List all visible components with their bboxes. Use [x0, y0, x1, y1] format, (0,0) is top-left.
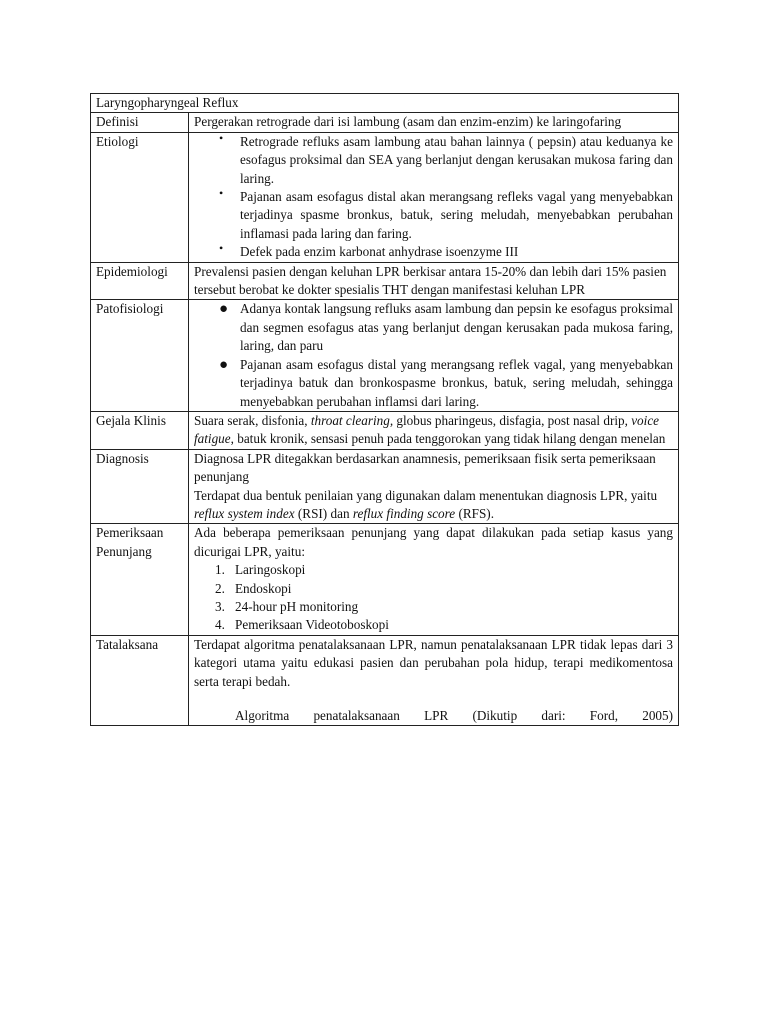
- bullet-icon: ●: [219, 356, 229, 373]
- list-item: 4. Pemeriksaan Videotoboskopi: [215, 617, 389, 633]
- row-etiologi: [91, 132, 679, 262]
- content-epidemiologi: Prevalensi pasien dengan keluhan LPR berkisar antara 15-20% dan lebih dari 15% pasien tersebut berobat ke dokter spesialis THT dengan manifestasi keluhan LPR: [189, 262, 679, 300]
- row-tatalaksana: [91, 635, 679, 726]
- label-patofisiologi: Patofisiologi: [91, 300, 189, 411]
- list-item: 1. Laringoskopi: [215, 562, 306, 578]
- pemeriksaan-list: [194, 561, 673, 635]
- bullet-icon: •: [219, 241, 224, 256]
- row-definisi: [91, 113, 679, 132]
- figure-caption: Algoritma penatalaksanaan LPR (Dikutip dari: Ford, 2005): [235, 708, 673, 723]
- content-diagnosis: [189, 449, 679, 524]
- list-item: ● Adanya kontak langsung refluks asam lambung dan pepsin ke esofagus proksimal dan segmen esofagus atas yang berlanjut dengan kerusakan pada mukosa faring, laring, dan paru: [219, 301, 673, 354]
- label-pemeriksaan-penunjang: Pemeriksaan Penunjang: [91, 524, 189, 635]
- content-definisi: Pergerakan retrograde dari isi lambung (asam dan enzim-enzim) ke laringofaring: [189, 113, 679, 132]
- row-gejala-klinis: [91, 411, 679, 449]
- list-item: • Defek pada enzim karbonat anhydrase isoenzyme III: [219, 241, 519, 260]
- tatalaksana-paragraph: Terdapat algoritma penatalaksanaan LPR, namun penatalaksanaan LPR tidak lepas dari 3 kategori utama yaitu edukasi pasien dan perubahan pola hidup, terapi medikomentosa serta terapi bedah.: [194, 636, 673, 689]
- row-pemeriksaan-penunjang: [91, 524, 679, 635]
- list-item: 3. 24-hour pH monitoring: [215, 598, 359, 614]
- label-diagnosis: Diagnosis: [91, 449, 189, 524]
- diagnosis-paragraph: Terdapat dua bentuk penilaian yang digunakan dalam menentukan diagnosis LPR, yaitu reflux system index (RSI) dan reflux finding score (RFS).: [194, 487, 658, 521]
- content-gejala-klinis: Suara serak, disfonia, throat clearing, globus pharingeus, disfagia, post nasal drip, voice fatigue, batuk kronik, sensasi penuh pada tenggorokan yang tidak hilang dengan menelan: [189, 411, 679, 449]
- list-item: • Pajanan asam esofagus distal akan merangsang refleks vagal yang menyebabkan terjadinya spasme bronkus, batuk, sering meludah, menyebabkan perubahan inflamasi pada laring dan faring.: [219, 186, 673, 241]
- list-item: ● Pajanan asam esofagus distal yang merangsang reflek vagal, yang menyebabkan terjadinya batuk dan bronkospasme bronkus, batuk, sering meludah, sehingga menyebabkan perubahan inflamsi dari laring.: [219, 356, 673, 409]
- etiologi-list: [194, 130, 673, 262]
- content-patofisiologi: [189, 300, 679, 411]
- row-patofisiologi: [91, 300, 679, 411]
- bullet-icon: •: [219, 130, 224, 145]
- bullet-icon: •: [219, 186, 224, 201]
- label-epidemiologi: Epidemiologi: [91, 262, 189, 300]
- title-row: [91, 94, 679, 113]
- table-title: Laryngopharyngeal Reflux: [91, 94, 679, 113]
- content-pemeriksaan-penunjang: [189, 524, 679, 635]
- content-etiologi: [189, 132, 679, 262]
- content-tatalaksana: [189, 635, 679, 726]
- label-etiologi: Etiologi: [91, 132, 189, 262]
- label-tatalaksana: Tatalaksana: [91, 635, 189, 726]
- label-definisi: Definisi: [91, 113, 189, 132]
- label-gejala-klinis: Gejala Klinis: [91, 411, 189, 449]
- pemeriksaan-intro: Ada beberapa pemeriksaan penunjang yang dapat dilakukan pada setiap kasus yang dicurigai LPR, yaitu:: [194, 525, 673, 559]
- lpr-table: [90, 93, 679, 726]
- row-diagnosis: [91, 449, 679, 524]
- patofisiologi-list: [194, 300, 673, 410]
- diagnosis-paragraph: Diagnosa LPR ditegakkan berdasarkan anamnesis, pemeriksaan fisik serta pemeriksaan penunjang: [194, 450, 656, 485]
- bullet-icon: ●: [219, 301, 229, 318]
- row-epidemiologi: [91, 262, 679, 300]
- list-item: 2. Endoskopi: [215, 580, 292, 596]
- list-item: • Retrograde refluks asam lambung atau bahan lainnya ( pepsin) atau keduanya ke esofagus proksimal dan SEA yang berlanjut dengan kerusakan mukosa faring dan laring.: [219, 130, 673, 186]
